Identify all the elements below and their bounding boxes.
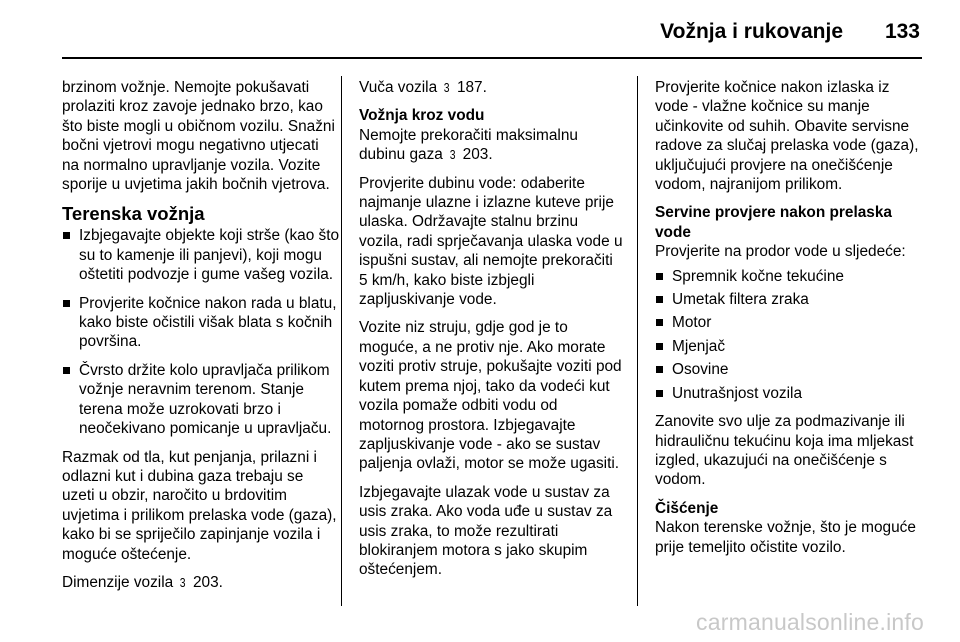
reference-page: 203. xyxy=(462,146,493,164)
section-heading-offroad: Terenska vožnja xyxy=(62,203,205,225)
page-number: 133 xyxy=(884,20,920,43)
bullet-list xyxy=(62,226,340,438)
section-heading-water: Vožnja kroz vodu xyxy=(359,107,485,125)
column-divider xyxy=(341,76,342,606)
paragraph: Provjerite kočnice nakon izlaska iz vode - vlažne kočnice su manje učinkovite od suhih. Obavite servisne radove za slučaj prelaska vode (gaza), uključujući provjere na onečišćenje vodom, najranijom prilikom. xyxy=(655,79,919,194)
list-item: Osovine xyxy=(655,360,921,379)
column-2 xyxy=(359,78,625,589)
reference-text: Nemojte prekoračiti maksimalnu dubinu gaza xyxy=(359,126,578,164)
column-divider xyxy=(637,76,638,606)
reference-text: Vuča vozila xyxy=(359,79,438,96)
paragraph: Provjerite dubinu vode: odaberite najmanje ulazne i izlazne kuteve prije ulaska. Održavajte stalnu brzinu vozila, radi sprječavanja ulaska vode u ispušni sustav, ali nemojte prekoračiti 5 km/h, kako biste izbjegli zapljuskivanje vode. xyxy=(359,174,623,309)
page-reference-icon: 3 xyxy=(449,147,456,163)
cross-reference xyxy=(62,573,340,592)
column-1 xyxy=(62,78,340,601)
list-item: Spremnik kočne tekućine xyxy=(655,267,921,286)
list-item: Unutrašnjost vozila xyxy=(655,384,921,403)
paragraph: Nakon terenske vožnje, što je moguće prije temeljito očistite vozilo. xyxy=(655,519,916,556)
page-title: Vožnja i rukovanje xyxy=(660,20,843,43)
bullet-list xyxy=(655,267,921,403)
list-item: Umetak filtera zraka xyxy=(655,290,921,309)
reference-page: 187. xyxy=(456,79,487,96)
list-item: Izbjegavajte objekte koji strše (kao što su to kamenje ili panjevi), koji mogu oštetiti podvozje i gume vašeg vozila. xyxy=(62,226,340,284)
page-header xyxy=(0,0,960,58)
list-item: Mjenjač xyxy=(655,337,921,356)
list-item: Provjerite kočnice nakon rada u blatu, kako biste očistili višak blata s kočnih površina. xyxy=(62,294,340,352)
list-item: Motor xyxy=(655,313,921,332)
page-reference-icon: 3 xyxy=(444,80,450,95)
cross-reference xyxy=(359,78,625,97)
paragraph: Zanovite svo ulje za podmazivanje ili hidrauličnu tekućinu koja ima mljekast izgled, ukazujući na onečišćenje s vodom. xyxy=(655,413,914,489)
reference-text: Dimenzije vozila xyxy=(62,573,174,591)
reference-page: 203. xyxy=(193,573,223,591)
paragraph: Vozite niz struju, gdje god je to moguće, a ne protiv nje. Ako morate voziti protiv struje, pokušajte voziti pod kutem prema njoj, tako da vodeći kut vozila pomaže odbiti vodu od motornog prostora. Izbjegavajte zapljuskivanje vode - ako se sustav paljenja ovlaži, motor se može ugasiti. xyxy=(359,319,622,473)
section-heading-service-checks: Servine provjere nakon prelaska vode xyxy=(655,204,892,241)
paragraph: Izbjegavajte ulazak vode u sustav za usis zraka. Ako voda uđe u sustav za usis zraka, to može rezultirati blokiranjem motora s jako skupim oštećenjem. xyxy=(359,483,613,579)
section-heading-cleaning: Čišćenje xyxy=(655,499,719,517)
paragraph: brzinom vožnje. Nemojte pokušavati prolaziti kroz zavoje jednako brzo, kao što biste mogli u običnom vozilu. Snažni bočni vjetrovi mogu negativno utjecati na normalno upravljanje vozila. Vozite sporije u uvjetima jakih bočnih vjetrova. xyxy=(62,79,335,194)
list-item: Čvrsto držite kolo upravljača prilikom vožnje neravnim terenom. Stanje terena može uzrokovati brzo i neočekivano pomicanje u upravljaču. xyxy=(62,361,340,439)
paragraph: Razmak od tla, kut penjanja, prilazni i odlazni kut i dubina gaza trebaju se uzeti u obzir, naročito u brdovitim uvjetima i prilikom prelaska vode (gaza), kako bi se spriječilo zapinjanje vozila i moguće oštećenje. xyxy=(62,448,337,563)
page-reference-icon: 3 xyxy=(180,574,186,590)
paragraph xyxy=(359,126,625,165)
header-rule xyxy=(62,57,922,59)
column-3 xyxy=(655,78,921,566)
watermark: carmanualsonline.info xyxy=(696,609,924,635)
paragraph: Provjerite na prodor vode u sljedeće: xyxy=(655,243,906,261)
